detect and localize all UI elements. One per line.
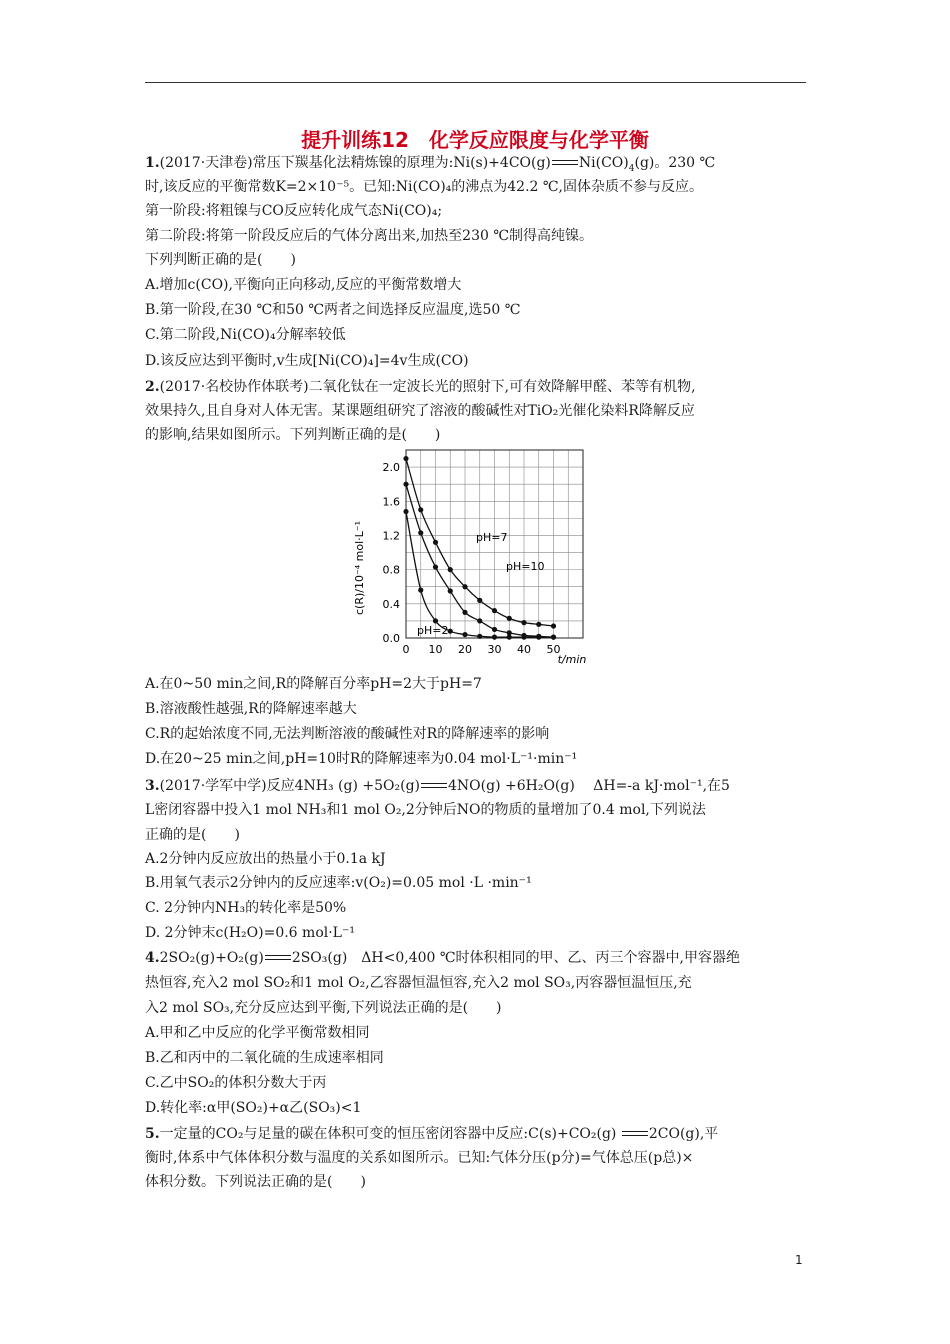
data-point-ph7 <box>433 564 438 569</box>
data-point-ph7 <box>551 635 556 640</box>
q4-option-c: C.乙中SO₂的体积分数大于丙 <box>145 1075 327 1091</box>
q4-option-d: D.转化率:α甲(SO₂)+α乙(SO₃)<1 <box>145 1100 362 1116</box>
q1-line-3: 第一阶段:将粗镍与CO反应转化成气态Ni(CO)₄; <box>145 203 443 219</box>
q1-option-d: D.该反应达到平衡时,v生成[Ni(CO)₄]=4v生成(CO) <box>145 353 469 369</box>
equilibrium-arrow-icon <box>265 954 291 962</box>
q4-stem-a: 2SO₂(g)+O₂(g) <box>159 950 264 966</box>
data-point-ph7 <box>536 634 541 639</box>
data-point-ph7 <box>492 627 497 632</box>
y-tick-label: 0.8 <box>382 563 400 577</box>
q1-stem-c: (g)。230 ℃ <box>634 155 716 171</box>
data-point-ph10 <box>551 623 556 628</box>
series-label-ph10: pH=10 <box>506 560 545 573</box>
q1-option-c: C.第二阶段,Ni(CO)₄分解率较低 <box>145 327 346 343</box>
q3-option-d: D. 2分钟末c(H₂O)=0.6 mol·L⁻¹ <box>145 925 355 941</box>
q3-stem-a: (2017·学军中学)反应4NH₃ (g) +5O₂(g) <box>159 778 421 794</box>
q2-stem-a: (2017·名校协作体联考)二氧化钛在一定波长光的照射下,可有效降解甲醛、苯等有机物, <box>159 379 696 395</box>
y-tick-label: 0.4 <box>382 597 400 611</box>
q2-option-c: C.R的起始浓度不同,无法判断溶液的酸碱性对R的降解速率的影响 <box>145 726 550 742</box>
q2-line-3: 的影响,结果如图所示。下列判断正确的是( ) <box>145 427 441 443</box>
q3-stem-b: 4NO(g) +6H₂O(g) ΔH=-a kJ·mol⁻¹,在5 <box>448 778 730 794</box>
q1-line-1 <box>145 153 715 173</box>
y-tick-label: 2.0 <box>382 461 400 475</box>
q1-stem-a: (2017·天津卷)常压下羰基化法精炼镍的原理为:Ni(s)+4CO(g) <box>159 155 551 171</box>
chart-x-label: t/min <box>557 653 587 666</box>
q1-option-b: B.第一阶段,在30 ℃和50 ℃两者之间选择反应温度,选50 ℃ <box>145 302 521 318</box>
data-point-ph2 <box>433 618 438 623</box>
data-point-ph7 <box>418 530 423 535</box>
series-label-ph7: pH=7 <box>476 531 508 544</box>
q1-option-a: A.增加c(CO),平衡向正向移动,反应的平衡常数增大 <box>145 277 462 293</box>
q1-line-4: 第二阶段:将第一阶段反应后的气体分离出来,加热至230 ℃制得高纯镍。 <box>145 228 593 244</box>
q5-number: 5. <box>145 1126 160 1142</box>
equilibrium-arrow-icon <box>552 159 578 167</box>
data-point-ph7 <box>462 610 467 615</box>
q5-line-1 <box>145 1124 718 1144</box>
q3-option-b: B.用氧气表示2分钟内的反应速率:v(O₂)=0.05 mol ·L ·min⁻¹ <box>145 875 532 891</box>
x-tick-label: 0 <box>402 643 410 656</box>
degradation-chart <box>340 438 590 670</box>
q4-number: 4. <box>145 950 160 966</box>
data-point-ph7 <box>403 482 408 487</box>
data-point-ph7 <box>448 588 453 593</box>
data-point-ph2 <box>418 588 423 593</box>
q3-line-1 <box>145 776 730 796</box>
q2-number: 2. <box>145 379 160 395</box>
x-tick-label: 10 <box>428 643 443 656</box>
data-point-ph10 <box>536 622 541 627</box>
q2-option-a: A.在0~50 min之间,R的降解百分率pH=2大于pH=7 <box>145 676 482 692</box>
q4-stem-b: 2SO₃(g) ΔH<0,400 ℃时体积相同的甲、乙、丙三个容器中,甲容器绝 <box>291 950 740 966</box>
q2-option-b: B.溶液酸性越强,R的降解速率越大 <box>145 701 357 717</box>
data-point-ph10 <box>418 507 423 512</box>
q5-line-3: 体积分数。下列说法正确的是( ) <box>145 1174 366 1190</box>
q3-line-3: 正确的是( ) <box>145 827 240 843</box>
header-rule <box>145 82 806 83</box>
data-point-ph10 <box>403 456 408 461</box>
q1-stem-b: Ni(CO) <box>578 155 629 171</box>
q1-line-2: 时,该反应的平衡常数K=2×10⁻⁵。已知:Ni(CO)₄的沸点为42.2 ℃,固体杂质不参与反应。 <box>145 179 703 195</box>
x-tick-label: 50 <box>546 643 561 656</box>
page-title: 提升训练12 化学反应限度与化学平衡 <box>301 128 649 152</box>
q1-sub: 4 <box>628 163 635 174</box>
q4-line-3: 入2 mol SO₃,充分反应达到平衡,下列说法正确的是( ) <box>145 1000 502 1016</box>
data-point-ph7 <box>477 618 482 623</box>
data-point-ph10 <box>507 616 512 621</box>
q3-option-c: C. 2分钟内NH₃的转化率是50% <box>145 900 347 916</box>
data-point-ph2 <box>477 634 482 639</box>
data-point-ph2 <box>403 509 408 514</box>
chart-y-label: c(R)/10⁻⁴ mol·L⁻¹ <box>353 520 366 616</box>
y-tick-label: 0.0 <box>382 632 400 645</box>
q2-option-d: D.在20~25 min之间,pH=10时R的降解速率为0.04 mol·L⁻¹·min⁻¹ <box>145 751 578 767</box>
q2-line-2: 效果持久,且自身对人体无害。某课题组研究了溶液的酸碱性对TiO₂光催化染料R降解反应 <box>145 403 695 419</box>
page-number: 1 <box>795 1253 803 1267</box>
x-tick-label: 30 <box>487 643 502 656</box>
data-point-ph7 <box>521 633 526 638</box>
equilibrium-arrow-icon <box>421 782 447 790</box>
data-point-ph10 <box>462 584 467 589</box>
q4-option-a: A.甲和乙中反应的化学平衡常数相同 <box>145 1025 370 1041</box>
q3-line-2: L密闭容器中投入1 mol NH₃和1 mol O₂,2分钟后NO的物质的量增加了0.4 mol,下列说法 <box>145 802 706 818</box>
data-point-ph2 <box>492 635 497 640</box>
q5-line-2: 衡时,体系中气体体积分数与温度的关系如图所示。已知:气体分压(p分)=气体总压(p总)× <box>145 1150 694 1166</box>
q5-stem-a: 一定量的CO₂与足量的碳在体积可变的恒压密闭容器中反应:C(s)+CO₂(g) <box>159 1126 621 1142</box>
data-point-ph10 <box>492 608 497 613</box>
series-label-ph2: pH=2 <box>417 624 449 637</box>
data-point-ph7 <box>507 630 512 635</box>
data-point-ph10 <box>448 567 453 572</box>
data-point-ph10 <box>477 598 482 603</box>
q4-line-1 <box>145 948 740 968</box>
q3-option-a: A.2分钟内反应放出的热量小于0.1a kJ <box>145 851 386 867</box>
y-tick-label: 1.6 <box>382 495 400 509</box>
data-point-ph10 <box>433 540 438 545</box>
q5-stem-b: 2CO(g),平 <box>648 1126 719 1142</box>
q2-line-1 <box>145 377 696 397</box>
q4-option-b: B.乙和丙中的二氧化硫的生成速率相同 <box>145 1050 384 1066</box>
q4-line-2: 热恒容,充入2 mol SO₂和1 mol O₂,乙容器恒温恒容,充入2 mol SO₃,丙容器恒温恒压,充 <box>145 975 692 991</box>
q1-line-5: 下列判断正确的是( ) <box>145 252 296 268</box>
q3-number: 3. <box>145 778 160 794</box>
y-tick-label: 1.2 <box>382 529 400 543</box>
equilibrium-arrow-icon <box>622 1130 648 1138</box>
x-tick-label: 40 <box>517 643 531 656</box>
chart-ticks <box>383 461 561 656</box>
x-tick-label: 20 <box>458 643 472 656</box>
q1-number: 1. <box>145 155 160 171</box>
data-point-ph10 <box>521 620 526 625</box>
data-point-ph2 <box>462 632 467 637</box>
